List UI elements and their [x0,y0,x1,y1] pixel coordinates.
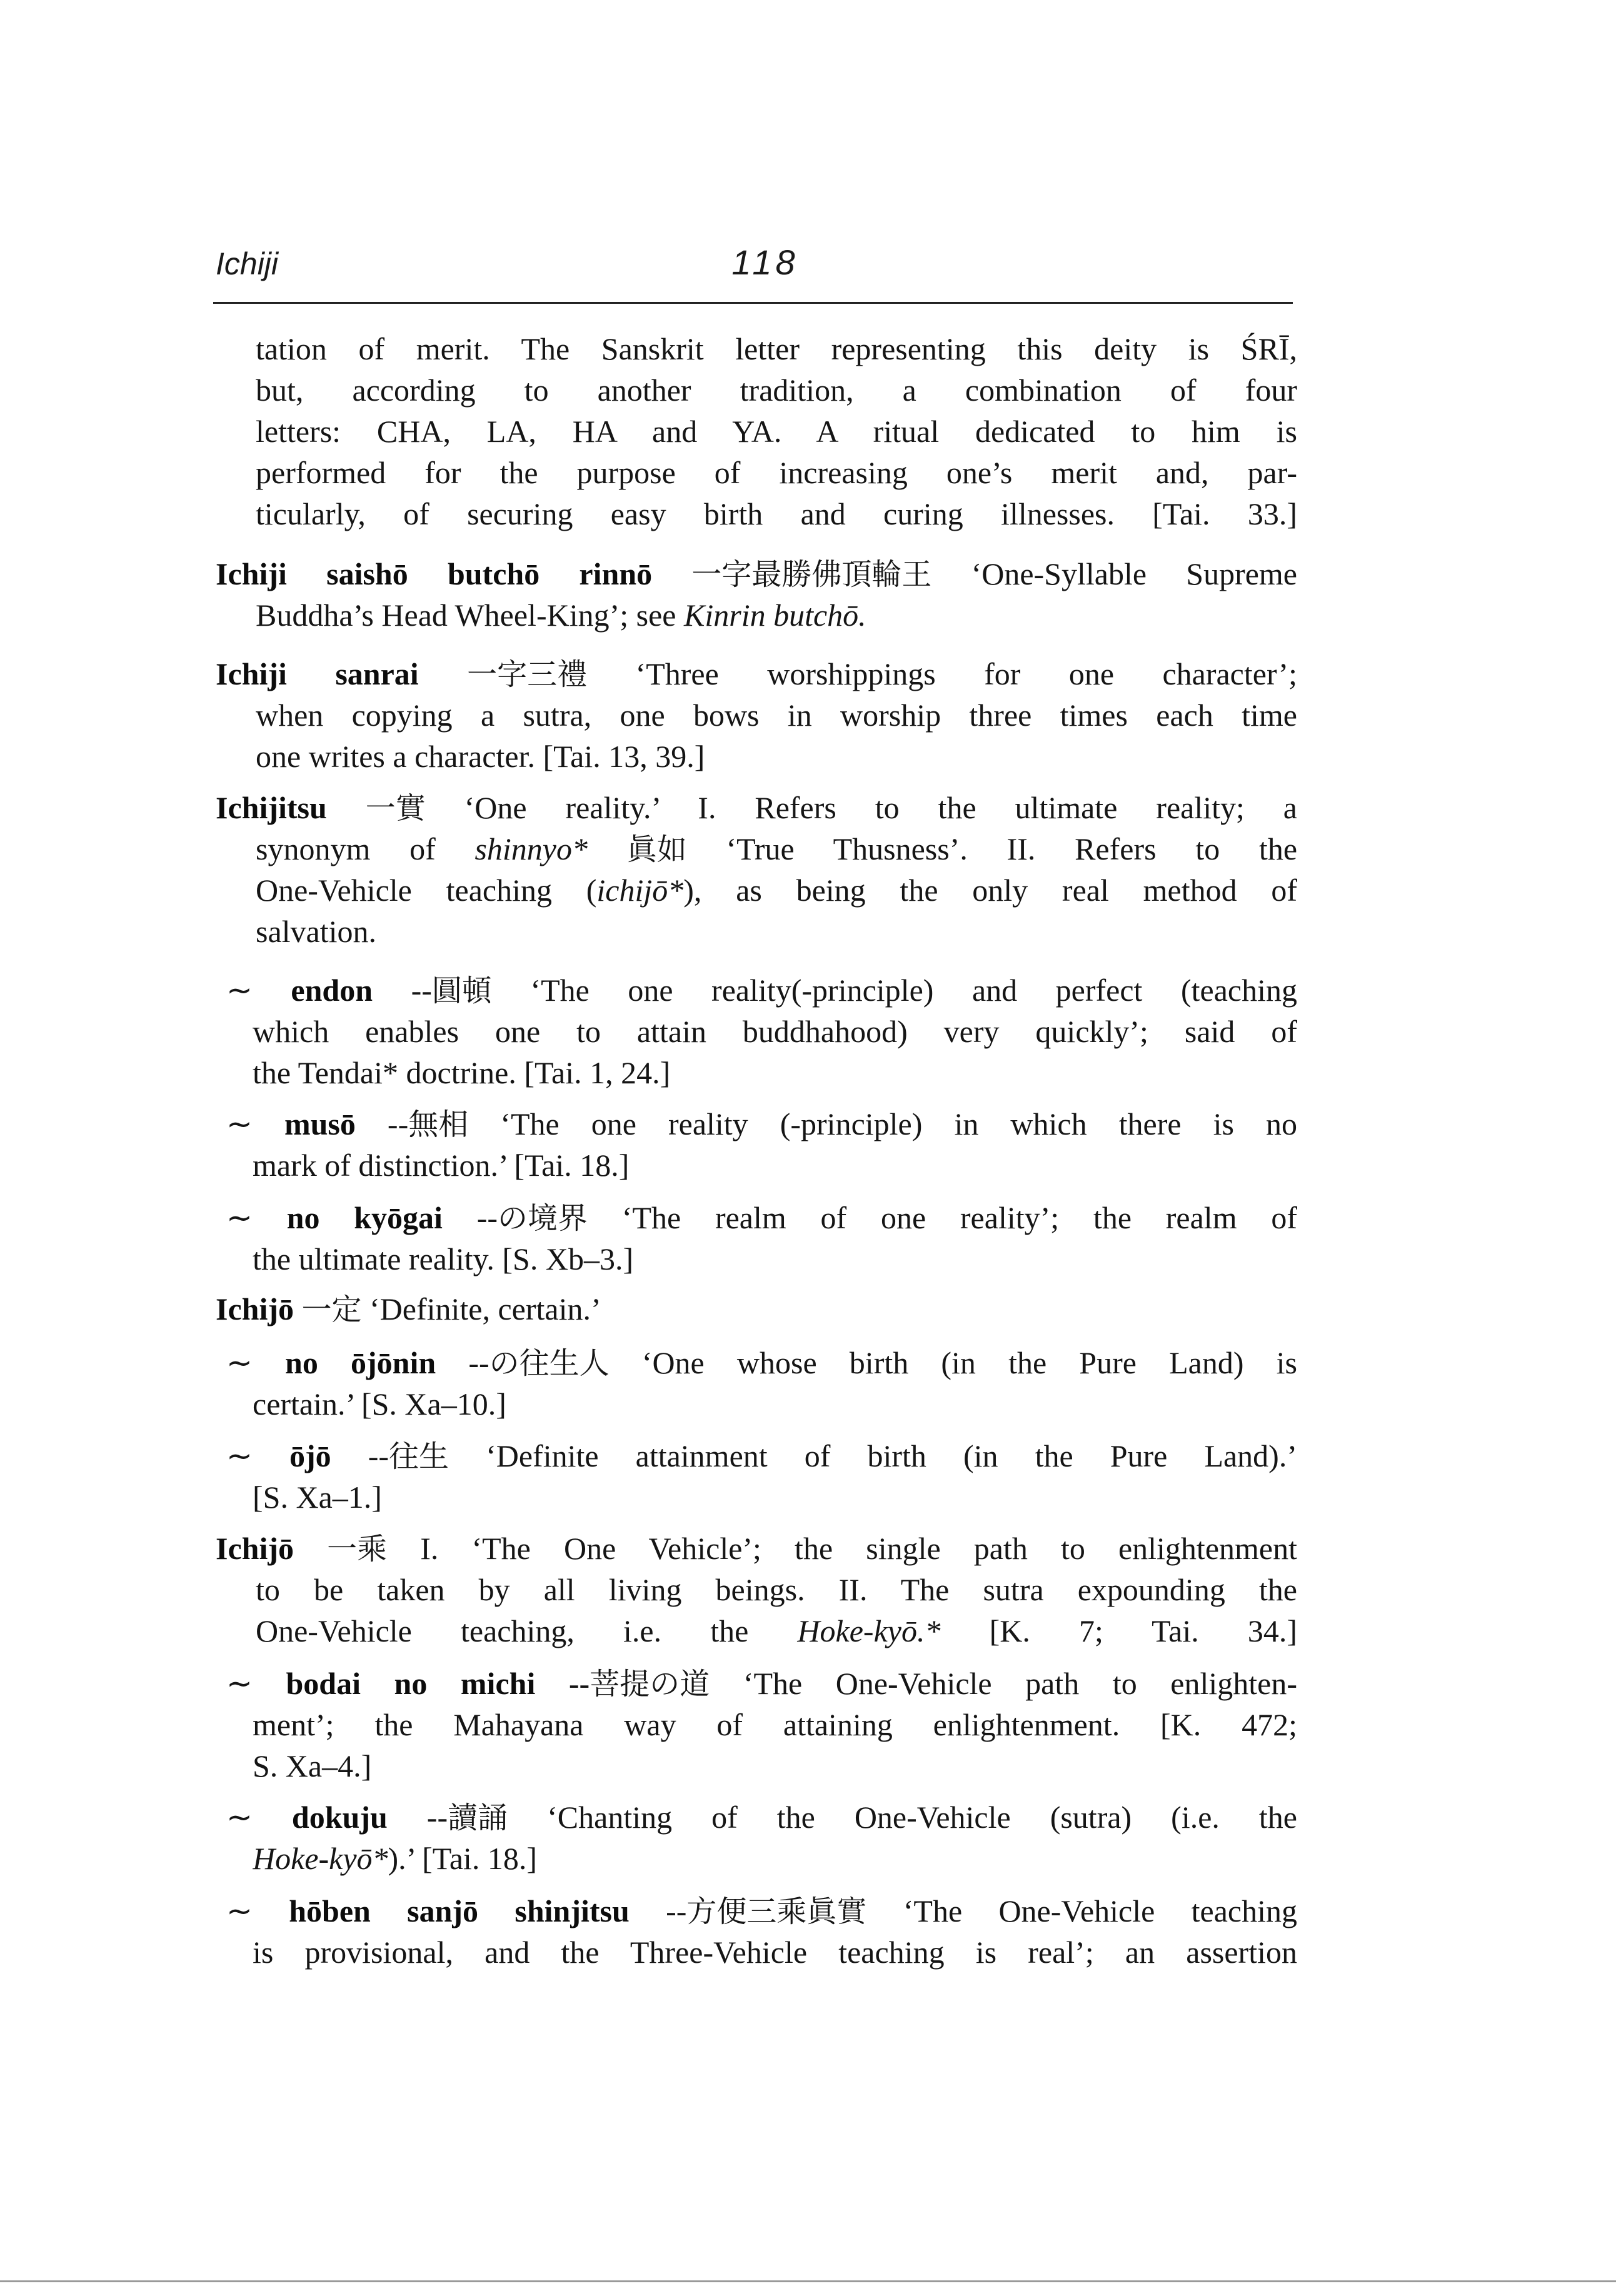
headword: musō [284,1106,356,1141]
running-head: Ichiji [216,246,279,281]
gloss-text: -- [331,1438,389,1473]
italic-term: Kinrin butchō. [684,598,866,633]
headword: Ichijō [216,1531,328,1566]
entry-line [256,694,1297,736]
kanji-characters: 眞如 [626,832,687,867]
kanji-characters: の境界 [498,1201,588,1236]
header-rule [213,302,1293,304]
sub-entry [0,970,1616,1093]
gloss-text: One-Vehicle teaching, i.e. the [256,1613,798,1648]
swung-dash: ∼ [226,1438,289,1473]
headword: Ichijō [216,1291,302,1326]
entry-line [226,970,1297,1011]
kanji-characters: 一定 [301,1292,362,1327]
kanji-characters: 無相 [408,1107,469,1142]
gloss-text: tation of merit. The Sanskrit letter representing this deity is ŚRĪ, [256,331,1297,366]
headword: Ichiji saishō butchō rinnō [216,556,692,591]
dictionary-entry [0,553,1616,636]
entry-line [256,369,1297,411]
gloss-text: letters: CHA, LA, HA and YA. A ritual dedicated to him is [256,414,1297,449]
gloss-text: ‘True Thusness’. II. Refers to the [686,831,1297,866]
entry-line [256,452,1297,493]
gloss-text: -- [436,1345,489,1380]
italic-term: ichijō* [596,873,684,908]
entry-line [253,1145,1297,1186]
kanji-characters: 圓頓 [431,973,492,1008]
headword: ōjō [289,1438,331,1473]
kanji-characters: の往生人 [489,1346,610,1381]
headword: hōben sanjō shinjitsu [289,1893,630,1928]
entry-line [253,1932,1297,1973]
gloss-text: ‘Three worshippings for one character’; [587,656,1297,691]
gloss-text: the ultimate reality. [S. Xb–3.] [253,1241,634,1276]
entries-body [0,328,1616,1973]
dictionary-entry [0,787,1616,952]
gloss-text: certain.’ [S. Xa–10.] [253,1386,506,1421]
entry-line [253,1745,1297,1787]
dictionary-entry [0,653,1616,777]
entry-line [253,1011,1297,1052]
sub-entry [0,1103,1616,1186]
page-number: 118 [731,243,799,282]
gloss-text: ‘Chanting of the One-Vehicle (sutra) (i.e. the [508,1800,1297,1835]
dictionary-entry [0,1528,1616,1652]
sub-entry [0,1663,1616,1787]
sub-entry [0,1197,1616,1280]
gloss-text: when copying a sutra, one bows in worship three times each time [256,698,1297,733]
entry-line [216,1528,1297,1569]
gloss-text: -- [387,1800,448,1835]
gloss-text: synonym of [256,831,475,866]
gloss-text: which enables one to attain buddhahood) very quickly’; said of [253,1014,1297,1049]
gloss-text: ‘The One-Vehicle teaching [866,1893,1297,1928]
gloss-text: ‘One reality.’ I. Refers to the ultimate reality; a [425,790,1297,825]
entry-line [256,594,1297,636]
swung-dash: ∼ [226,1893,289,1928]
entry-line [226,1890,1297,1932]
entry-line [216,653,1297,694]
gloss-text: -- [442,1200,498,1235]
gloss-text: ‘Definite, certain.’ [361,1291,601,1326]
gloss-text: ‘One whose birth (in the Pure Land) is [609,1345,1297,1380]
gloss-text: S. Xa–4.] [253,1748,372,1783]
swung-dash: ∼ [226,1666,286,1701]
entry-line [256,493,1297,534]
entry-line [226,1435,1297,1476]
gloss-text: is provisional, and the Three-Vehicle teaching is real’; an assertion [253,1935,1297,1970]
headword: no kyōgai [286,1200,443,1235]
entry-line [253,1238,1297,1280]
entry-line [226,1103,1297,1145]
entry-line [256,828,1297,870]
headword: bodai no michi [286,1666,536,1701]
entry-line [253,1383,1297,1425]
italic-term: Hoke-kyō.* [797,1613,941,1648]
gloss-text: ‘The one reality (-principle) in which there is no [468,1106,1297,1141]
gloss-text: -- [373,973,432,1008]
headword: no ōjōnin [285,1345,436,1380]
kanji-characters: 一字三禮 [467,657,588,692]
kanji-characters: 菩提の道 [590,1667,710,1702]
gloss-text: -- [355,1106,409,1141]
headword: endon [291,973,373,1008]
gloss-text: one writes a character. [Tai. 13, 39.] [256,739,705,774]
gloss-text: I. ‘The One Vehicle’; the single path to enlightenment [387,1531,1297,1566]
italic-term: Hoke-kyō* [253,1841,388,1876]
swung-dash: ∼ [226,973,291,1008]
gloss-text: but, according to another tradition, a combination of four [256,373,1297,408]
gloss-text: ).’ [Tai. 18.] [388,1841,538,1876]
gloss-text: performed for the purpose of increasing one’s merit and, par- [256,455,1297,490]
gloss-text: Buddha’s Head Wheel-King’; see [256,598,684,633]
kanji-characters: 往生 [389,1439,449,1474]
sub-entry [0,1342,1616,1425]
kanji-characters: 讀誦 [448,1800,508,1835]
kanji-characters: 一乘 [327,1532,388,1567]
entry-line [256,328,1297,369]
entry-line [226,1797,1297,1838]
dictionary-entry [0,1288,1616,1330]
entry-line [253,1052,1297,1093]
swung-dash: ∼ [226,1106,284,1141]
entry-line [216,1288,1297,1330]
gloss-text: [S. Xa–1.] [253,1480,382,1515]
swung-dash: ∼ [226,1200,287,1235]
gloss-text: ‘The One-Vehicle path to enlighten- [710,1666,1297,1701]
gloss-text: salvation. [256,914,377,949]
gloss-text: -- [535,1666,590,1701]
entry-line [226,1197,1297,1238]
gloss-text: ‘The realm of one reality’; the realm of [588,1200,1297,1235]
headword: dokuju [291,1800,388,1835]
entry-line [256,1569,1297,1610]
gloss-text: ‘The one reality(-principle) and perfect (teaching [491,973,1297,1008]
italic-term: shinnyo* [474,831,627,866]
entry-line [253,1476,1297,1518]
gloss-text: to be taken by all living beings. II. The sutra expounding the [256,1572,1297,1607]
kanji-characters: 方便三乘眞實 [686,1894,867,1929]
entry-line [256,1610,1297,1652]
entry-line [256,911,1297,952]
gloss-text: mark of distinction.’ [Tai. 18.] [253,1148,630,1183]
gloss-text: the Tendai* doctrine. [Tai. 1, 24.] [253,1055,671,1090]
entry-line [256,736,1297,777]
kanji-characters: 一實 [365,791,426,826]
continued-entry-text [0,328,1616,534]
gloss-text: ticularly, of securing easy birth and curing illnesses. [Tai. 33.] [256,496,1297,531]
gloss-text: One-Vehicle teaching ( [256,873,597,908]
entry-line [226,1342,1297,1383]
entry-line [216,787,1297,828]
kanji-characters: 一字最勝佛頂輪王 [691,557,932,592]
gloss-text: [K. 7; Tai. 34.] [940,1613,1297,1648]
entry-line [216,553,1297,594]
gloss-text: ‘One-Syllable Supreme [931,556,1297,591]
entry-line [226,1663,1297,1704]
swung-dash: ∼ [226,1800,292,1835]
swung-dash: ∼ [226,1345,286,1380]
headword: Ichijitsu [216,790,366,825]
entry-line [253,1838,1297,1879]
gloss-text: -- [629,1893,687,1928]
sub-entry [0,1797,1616,1879]
entry-line [253,1704,1297,1745]
headword: Ichiji sanrai [216,656,468,691]
sub-entry [0,1890,1616,1973]
gloss-text: ), as being the only real method of [683,873,1297,908]
sub-entry [0,1435,1616,1518]
scan-edge-rule [0,2280,1616,2282]
gloss-text: ment’; the Mahayana way of attaining enlightenment. [K. 472; [253,1707,1297,1742]
entry-line [256,411,1297,452]
gloss-text: ‘Definite attainment of birth (in the Pure Land).’ [449,1438,1297,1473]
entry-line [256,870,1297,911]
